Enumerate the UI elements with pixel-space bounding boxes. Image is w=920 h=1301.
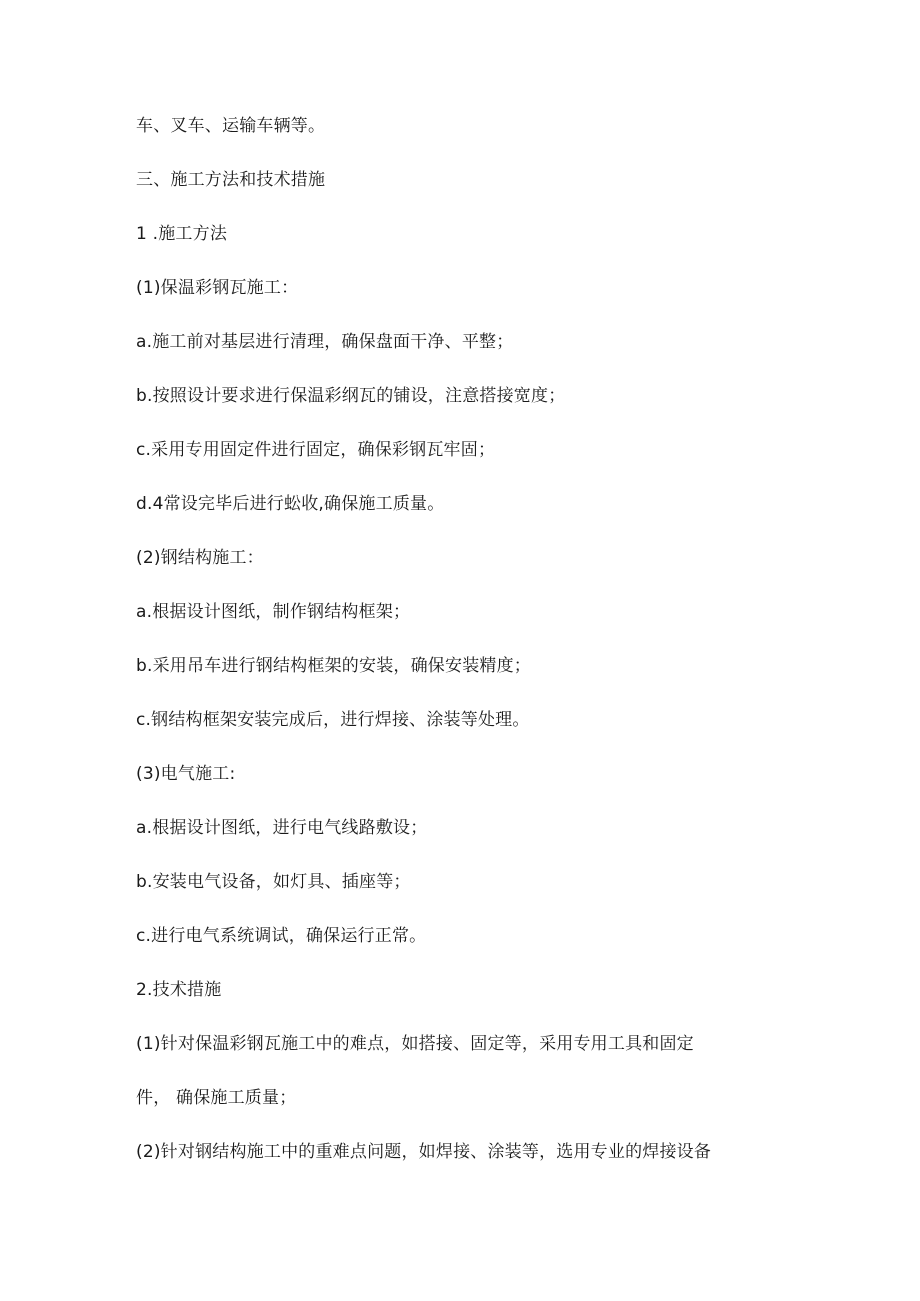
text-line: c.钢结构框架安装完成后，进行焊接、涂装等处理。 xyxy=(136,710,530,730)
text-line: (2)针对钢结构施工中的重难点问题，如焊接、涂装等，选用专业的焊接设备 xyxy=(136,1142,712,1162)
item-heading: (3)电气施工: xyxy=(136,764,236,784)
text-line: 车、叉车、运输车辆等。 xyxy=(136,116,326,136)
text-line: a.根据设计图纸，进行电气线路敷设； xyxy=(136,818,428,838)
text-line: d.4常设完毕后进行蚣收,确保施工质量。 xyxy=(136,494,445,514)
item-heading: (2)钢结构施工： xyxy=(136,548,264,568)
document-body xyxy=(136,112,786,1192)
text-line: 件， 确保施工质量； xyxy=(136,1088,297,1108)
subsection-heading: 2.技术措施 xyxy=(136,980,222,1000)
text-line: (1)针对保温彩钢瓦施工中的难点，如搭接、固定等，采用专用工具和固定 xyxy=(136,1034,694,1054)
text-line: c.采用专用固定件进行固定，确保彩钢瓦牢固； xyxy=(136,440,496,460)
text-line: c.进行电气系统调试，确保运行正常。 xyxy=(136,926,427,946)
text-line: b.采用吊车进行钢结构框架的安装，确保安装精度； xyxy=(136,656,531,676)
text-line: a.根据设计图纸，制作钢结构框架； xyxy=(136,602,411,622)
text-line: b.安装电气设备，如灯具、插座等； xyxy=(136,872,411,892)
item-heading: (1)保温彩钢瓦施工： xyxy=(136,278,299,298)
text-line: b.按照设计要求进行保温彩纲瓦的铺设，注意搭接宽度； xyxy=(136,386,566,406)
subsection-heading: 1 .施工方法 xyxy=(136,224,228,244)
section-heading: 三、施工方法和技术措施 xyxy=(136,170,326,190)
text-line: a.施工前对基层进行清理，确保盘面干净、平整； xyxy=(136,332,514,352)
